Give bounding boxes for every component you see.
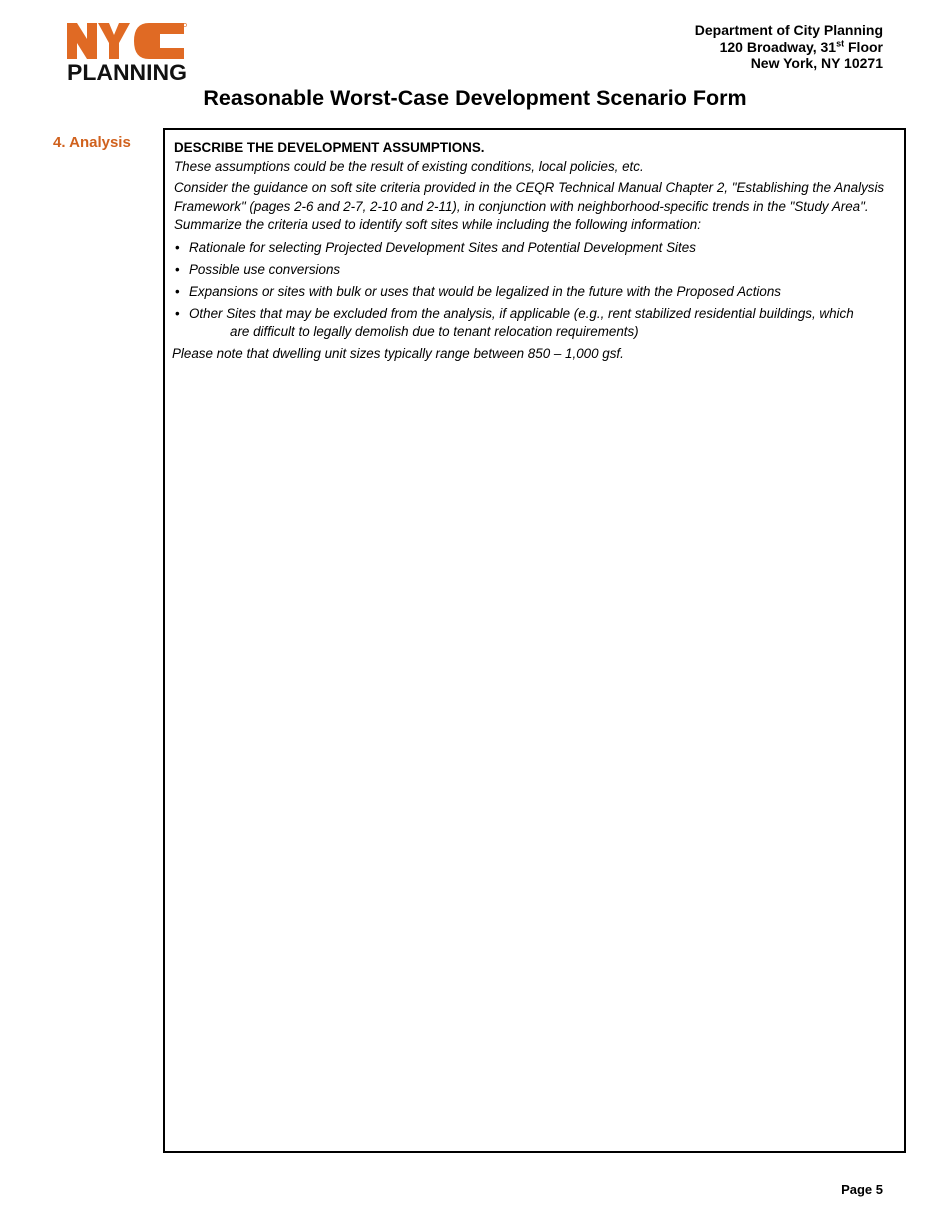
list-item-text: Expansions or sites with bulk or uses that would be legalized in the future with the Proposed Actions	[189, 283, 781, 299]
list-item	[174, 283, 894, 302]
bullet-icon: •	[175, 305, 180, 321]
department-address	[695, 22, 883, 72]
list-item	[174, 239, 894, 258]
note-text: Please note that dwelling unit sizes typically range between 850 – 1,000 gsf.	[172, 346, 624, 361]
list-item-text: Possible use conversions	[189, 261, 341, 277]
list-item	[174, 261, 894, 280]
street-address-text: 120 Broadway, 31	[719, 38, 837, 55]
list-item-text-continued: are difficult to legally demolish due to tenant relocation requirements)	[230, 324, 639, 339]
intro-text: These assumptions could be the result of existing conditions, local policies, etc.	[174, 158, 644, 174]
nyc-planning-logo	[66, 22, 188, 82]
section-label: 4. Analysis	[53, 134, 131, 151]
list-item-text: Other Sites that may be excluded from the analysis, if applicable (e.g., rent stabilized residential buildings, which	[189, 305, 854, 321]
guidance-text: Consider the guidance on soft site criteria provided in the CEQR Technical Manual Chapter 2, "Establishing the Analysis Framework" (pages 2-6 and 2-7, 2-10 and 2-11), in conjunction with neighborhood-specific trends in the "Study Area". Summarize the criteria used to identify soft sites while including the following information:	[174, 180, 885, 232]
analysis-box-content	[165, 130, 904, 364]
street-address-floor: Floor	[844, 38, 883, 55]
bullet-icon: •	[175, 239, 180, 255]
street-address-suffix: st	[836, 37, 845, 48]
bullet-icon: •	[175, 283, 180, 299]
analysis-box[interactable]	[163, 128, 906, 1153]
nyc-planning-logo-graphic	[66, 22, 188, 82]
list-item-text: Rationale for selecting Projected Development Sites and Potential Development Sites	[189, 239, 696, 255]
section-heading: DESCRIBE THE DEVELOPMENT ASSUMPTIONS.	[174, 140, 485, 155]
form-title: Reasonable Worst-Case Development Scenario Form	[203, 86, 747, 110]
city-state-zip: New York, NY 10271	[750, 55, 883, 71]
page-number: Page 5	[841, 1182, 883, 1197]
street-address	[695, 39, 883, 56]
criteria-list	[174, 239, 894, 342]
svg-text:PLANNING: PLANNING	[67, 60, 187, 82]
department-name: Department of City Planning	[694, 22, 883, 38]
list-item	[174, 305, 894, 342]
bullet-icon: •	[175, 261, 180, 277]
